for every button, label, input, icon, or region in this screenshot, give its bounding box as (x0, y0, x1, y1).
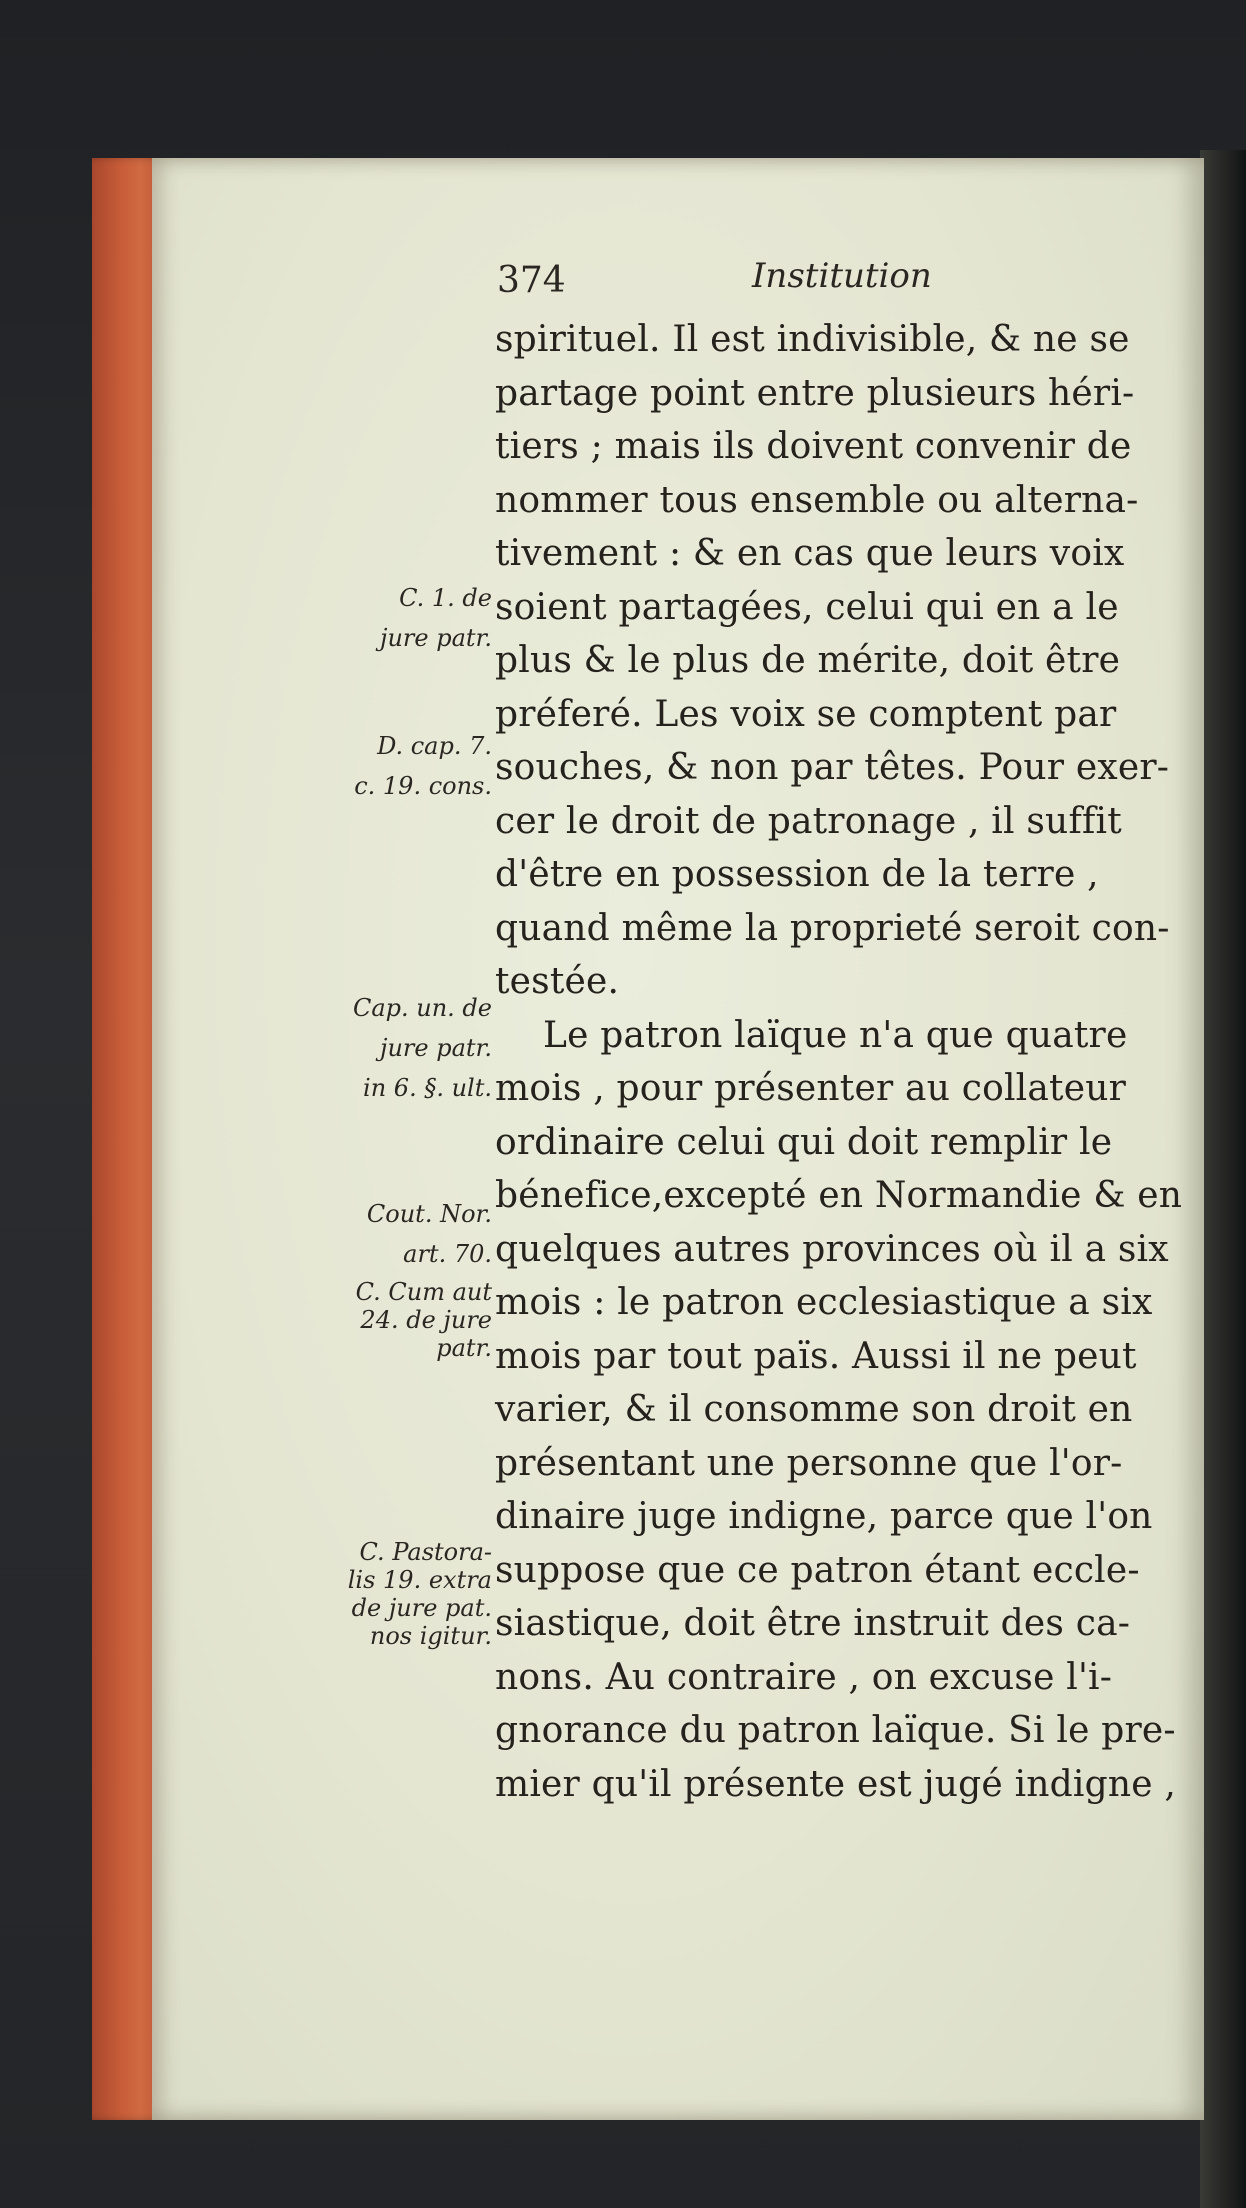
margin-note-line: art. 70. (403, 1240, 492, 1268)
margin-note-line: jure patr. (380, 624, 492, 652)
margin-note (262, 578, 492, 658)
margin-note-line: de jure pat. (351, 1594, 492, 1622)
text-line: mier qu'il présente est jugé indigne , (495, 1763, 1177, 1805)
margin-note (262, 1538, 492, 1650)
margin-note-line: Cout. Nor. (366, 1200, 492, 1228)
margin-note-line: C. Cum aut (355, 1278, 492, 1306)
text-line: suppose que ce patron étant eccle- (495, 1549, 1140, 1591)
book-page (152, 158, 1204, 2120)
margin-note (262, 1278, 492, 1362)
body-text (495, 313, 1183, 1811)
text-line: gnorance du patron laïque. Si le pre- (495, 1710, 1176, 1751)
text-line: ordinaire celui qui doit remplir le (495, 1121, 1113, 1163)
margin-note (262, 988, 492, 1108)
text-line: testée. (495, 961, 620, 1002)
text-line: spirituel. Il est indivisible, & ne se (495, 319, 1130, 360)
facing-page-shadow (1200, 150, 1246, 2208)
text-line: présentant une personne que l'or- (495, 1442, 1123, 1484)
text-line: plus & le plus de mérite, doit être (495, 640, 1121, 681)
margin-note (262, 1194, 492, 1274)
margin-note-line: lis 19. extra (347, 1566, 492, 1594)
margin-note-line: Cap. un. de (352, 994, 492, 1022)
text-line: nons. Au contraire , on excuse l'i- (495, 1656, 1113, 1698)
text-line: varier, & il consomme son droit en (495, 1389, 1133, 1430)
text-line: bénefice,excepté en Normandie & en (495, 1175, 1183, 1216)
page-number: 374 (497, 260, 566, 301)
text-line: siastique, doit être instruit des ca- (495, 1603, 1131, 1644)
text-line: soient partagées, celui qui en a le (495, 586, 1119, 628)
text-line: souches, & non par têtes. Pour exer- (495, 747, 1170, 788)
text-line: tiers ; mais ils doivent convenir de (495, 426, 1132, 467)
margin-note-line: in 6. §. ult. (363, 1074, 492, 1102)
text-line: dinaire juge indigne, parce que l'on (495, 1496, 1153, 1537)
text-line: cer le droit de patronage , il suffit (495, 800, 1122, 842)
margin-note-line: nos igitur. (369, 1622, 492, 1650)
margin-note-line: patr. (436, 1334, 492, 1362)
text-line: nommer tous ensemble ou alterna- (495, 479, 1139, 521)
margin-note-line: jure patr. (380, 1034, 492, 1062)
text-line: partage point entre plusieurs héri- (495, 372, 1135, 414)
margin-note-line: c. 19. cons. (354, 772, 492, 800)
text-line: préferé. Les voix se comptent par (495, 693, 1117, 735)
text-line-paragraph-start: Le patron laïque n'a que quatre (543, 1014, 1128, 1056)
margin-notes (152, 158, 492, 2120)
text-line: mois : le patron ecclesiastique a six (495, 1282, 1153, 1323)
margin-note-line: D. cap. 7. (377, 732, 492, 760)
text-line: quand même la proprieté seroit con- (495, 907, 1170, 949)
text-line: d'être en possession de la terre , (495, 854, 1099, 895)
text-line: mois par tout païs. Aussi il ne peut (495, 1335, 1137, 1377)
margin-note-line: 24. de jure (360, 1306, 492, 1334)
margin-note-line: C. 1. de (399, 584, 492, 612)
running-head: Institution (752, 256, 932, 296)
margin-note-line: C. Pastora- (359, 1538, 492, 1566)
text-line: tivement : & en cas que leurs voix (495, 533, 1125, 574)
text-line: mois , pour présenter au collateur (495, 1068, 1127, 1109)
text-line: quelques autres provinces où il a six (495, 1228, 1169, 1270)
margin-note (262, 726, 492, 806)
